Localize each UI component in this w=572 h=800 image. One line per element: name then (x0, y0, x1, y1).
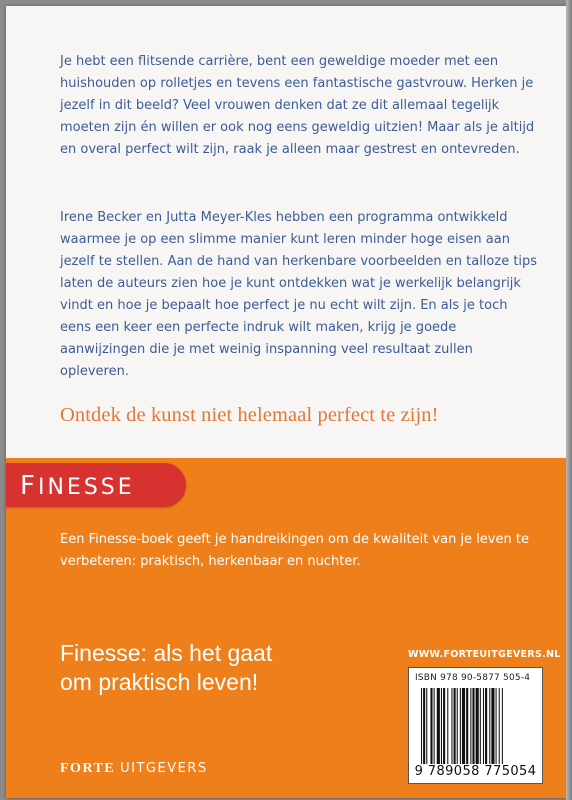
blurb-paragraph-2: Irene Becker en Jutta Meyer-Kles hebben een programma ontwikkeld waarmee je op een slimme manier kunt leren minder hoge eisen aan jezelf te stellen. Aan de hand van herkenbare voorbeelden en talloze tips laten de auteurs zien hoe je kunt ontdekken wat je werkelijk belangrijk vindt en hoe je bepaalt hoe perfect je nu echt wilt zijn. En als je toch eens een keer een perfecte indruk wilt maken, krijg je goede aanwijzingen die je met weinig inspanning veel resultaat zullen opleveren. (60, 210, 538, 379)
series-slogan (60, 639, 380, 697)
blurb-paragraph-1: Je hebt een flitsende carrière, bent een geweldige moeder met een huishouden op rolletjes en tevens een fantastische gastvrouw. Herken je jezelf in dit beeld? Veel vrouwen denken dat ze dit allemaal tegelijk moeten zijn én willen er ook nog eens geweldig uitzien! Maar als je altijd en overal perfect wilt zijn, raak je alleen maar gestrest en ontevreden. (60, 54, 535, 157)
barcode-box (408, 667, 543, 784)
slogan-line-2: om praktisch leven! (60, 669, 259, 695)
page-edge (566, 0, 572, 800)
barcode-number: 9 789058 775054 (414, 764, 537, 779)
tagline: Ontdek de kunst niet helemaal perfect te zijn! (60, 404, 439, 426)
finesse-logo-text: FINESSE (20, 471, 135, 501)
white-text-panel (6, 6, 568, 458)
barcode-icon (421, 688, 531, 764)
isbn-label: ISBN 978 90-5877 505-4 (415, 673, 531, 683)
publisher-name-rest: UITGEVERS (120, 761, 208, 776)
slogan-line-1: Finesse: als het gaat (60, 640, 273, 666)
finesse-brand-tab (6, 463, 186, 507)
book-back-cover (6, 6, 568, 798)
publisher-website: WWW.FORTEUITGEVERS.NL (408, 649, 561, 660)
publisher-name-bold: FORTE (60, 761, 116, 776)
series-description: Een Finesse-boek geeft je handreikingen om de kwaliteit van je leven te verbeteren: praktisch, herkenbaar en nuchter. (60, 532, 529, 569)
publisher-logo (60, 759, 208, 777)
